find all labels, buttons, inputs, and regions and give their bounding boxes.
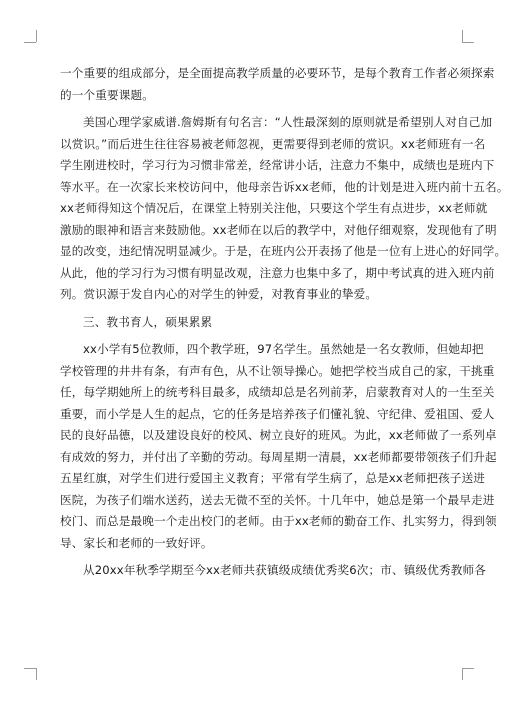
- text-line: 导、家长和老师的一致好评。: [60, 535, 213, 550]
- text-line: 任，每学期她所上的统考科目最多，成绩却总是名列前茅，启蒙教育对人的一生至关: [60, 385, 495, 399]
- text-line: 等水平。在一次家长来校访问中，他母亲告诉xx老师，他的计划是进入班内前十五名。: [60, 179, 509, 194]
- text-line: 激励的眼神和语言来鼓励他。xx老师在以后的教学中，对他仔细观察，发现他有了明: [60, 222, 497, 237]
- document-body: [60, 63, 509, 582]
- crop-mark-bottom-right-v: [462, 668, 463, 680]
- crop-mark-top-right-h: [462, 42, 474, 43]
- text-line: xx老师得知这个情况后，在课堂上特别关注他，只要这个学生有点进步，xx老师就: [60, 201, 488, 215]
- text-line: 列。赏识源于发自内心的对学生的钟爱，对教育事业的挚爱。: [60, 287, 378, 301]
- crop-mark-top-right-v: [462, 30, 463, 42]
- text-line: 美国心理学家威谱.詹姆斯有句名言：“人性最深刻的原则就是希望别人对自己加: [83, 115, 493, 129]
- text-line: 五星红旗，对学生们进行爱国主义教育；平常有学生病了，总是xx老师把孩子送进: [60, 471, 486, 485]
- text-line: 有成效的努力，并付出了辛勤的劳动。每周星期一清晨，xx老师都要带领孩子们升起: [60, 449, 497, 464]
- crop-mark-bottom-left-h: [24, 668, 36, 669]
- text-line: 从此，他的学习行为习惯有明显改观，注意力也集中多了，期中考试真的进入班内前: [60, 265, 495, 280]
- text-line: xx小学有5位教师，四个教学班，97名学生。虽然她是一名女教师，但她却把: [83, 342, 484, 356]
- text-line: 重要，而小学是人生的起点，它的任务是培养孩子们懂礼貌、守纪律、爱祖国、爱人: [60, 406, 495, 421]
- text-line: 学校管理的井井有条，有声有色，从不让领导操心。她把学校当成自己的家，干挑重: [60, 363, 495, 378]
- text-line: 以赏识。”而后进生往往容易被老师忽视，更需要得到老师的赏识。xx老师班有一名: [60, 136, 486, 151]
- text-line: 显的改变，违纪情况明显减少。于是，在班内公开表扬了他是一位有上进心的好同学。: [60, 244, 507, 258]
- crop-mark-bottom-right-h: [462, 668, 474, 669]
- text-line: 医院，为孩子们端水送药，送去无微不至的关怀。十几年中，她总是第一个最早走进: [60, 492, 495, 507]
- text-line: 三、教书育人，硕果累累: [83, 314, 213, 329]
- text-line: 一个重要的组成部分，是全面提高教学质量的必要环节，是每个教育工作者必须探索: [60, 66, 495, 80]
- text-line: 学生刚进校时，学习行为习惯非常差，经常讲小话，注意力不集中，成绩也是班内下: [60, 158, 495, 172]
- crop-mark-bottom-left-v: [36, 668, 37, 680]
- text-line: 的一个重要课题。: [60, 87, 154, 102]
- crop-mark-top-left-v: [36, 30, 37, 42]
- text-line: 民的良好品德，以及建设良好的校风、树立良好的班风。为此，xx老师做了一系列卓: [60, 428, 497, 442]
- crop-mark-top-left-h: [24, 42, 36, 43]
- text-line: 校门、而总是最晚一个走出校门的老师。由于xx老师的勤奋工作、扎实努力，得到领: [60, 514, 497, 528]
- text-line: 从20xx年秋季学期至今xx老师共获镇级成绩优秀奖6次；市、镇级优秀教师各: [83, 563, 486, 577]
